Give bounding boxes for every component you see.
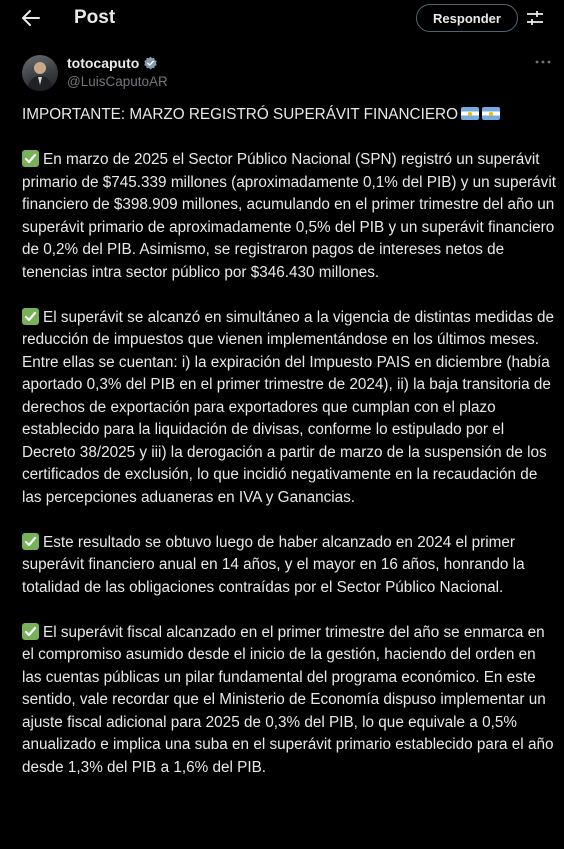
check-mark-emoji-icon: [22, 533, 39, 550]
back-arrow-icon: [22, 10, 40, 26]
tweet-headline: [22, 104, 558, 127]
paragraph-text: Este resultado se obtuvo luego de haber alcanzado en 2024 el primer superávit financiero anual en 14 años, y el mayor en 16 años, honrando la totalidad de las obligaciones contraídas por el Sector Público Nacional.: [22, 533, 525, 596]
tweet-paragraph: [22, 622, 558, 780]
paragraph-text: El superávit fiscal alcanzado en el primer trimestre del año se enmarca en el compromiso asumido desde el inicio de la gestión, haciendo del orden en las cuentas públicas un pilar fundamental del programa económico. En este sentido, vale recordar que el Ministerio de Economía dispuso implementar un ajuste fiscal adicional para 2025 de 0,3% del PIB, lo que equivale a 0,5% anualizado e implica una suba en el superávit primario establecido para el año desde 1,3% del PIB a 1,6% del PIB.: [22, 623, 554, 776]
more-options-button[interactable]: [532, 52, 554, 72]
page-title: Post: [74, 7, 116, 28]
more-options-icon: [535, 59, 551, 65]
sliders-icon: [526, 10, 544, 26]
author-name-text: totocaputo: [67, 55, 140, 71]
avatar-photo-icon: [22, 55, 58, 91]
check-mark-emoji-icon: [22, 308, 39, 325]
avatar[interactable]: [22, 55, 58, 91]
author-name[interactable]: [67, 55, 158, 71]
check-mark-emoji-icon: [22, 623, 39, 640]
check-mark-emoji-icon: [22, 150, 39, 167]
author-handle[interactable]: @LuisCaputoAR: [67, 74, 168, 89]
tweet-paragraph: [22, 149, 558, 284]
argentina-flag-icon: [461, 107, 479, 120]
tweet-text: [22, 104, 558, 779]
reply-button[interactable]: Responder: [416, 4, 518, 32]
headline-text: IMPORTANTE: MARZO REGISTRÓ SUPERÁVIT FINANCIERO: [22, 106, 459, 123]
back-button[interactable]: [16, 4, 46, 32]
argentina-flag-icon: [482, 107, 500, 120]
top-header: [0, 0, 564, 36]
tweet-paragraph: [22, 532, 558, 600]
tweet-paragraph: [22, 307, 558, 510]
verified-badge-icon: [143, 56, 158, 71]
settings-button[interactable]: [522, 6, 548, 30]
paragraph-text: En marzo de 2025 el Sector Público Nacional (SPN) registró un superávit primario de $745.339 millones (aproximadamente 0,1% del PIB) y un superávit financiero de $398.909 millones, acumulando en el primer trimestre del año un superávit primario de aproximadamente 0,5% del PIB y un superávit financiero de 0,2% del PIB. Asimismo, se registraron pagos de intereses netos de tenencias intra sector público por $346.430 millones.: [22, 151, 556, 281]
paragraph-text: El superávit se alcanzó en simultáneo a la vigencia de distintas medidas de reducción de impuestos que vienen implementándose en los últimos meses. Entre ellas se cuentan: i) la expiración del Impuesto PAIS en diciembre (había aportado 0,3% del PIB en el primer trimestre de 2024), ii) la baja transitoria de derechos de exportación para exportadores que cumplan con el plazo establecido para la liquidación de divisas, conforme lo estipulado por el Decreto 38/2025 y iii) la derogación a partir de marzo de la suspensión de los certificados de exclusión, lo que incidió negativamente en la recaudación de las percepciones aduaneras en IVA y Ganancias.: [22, 308, 555, 506]
